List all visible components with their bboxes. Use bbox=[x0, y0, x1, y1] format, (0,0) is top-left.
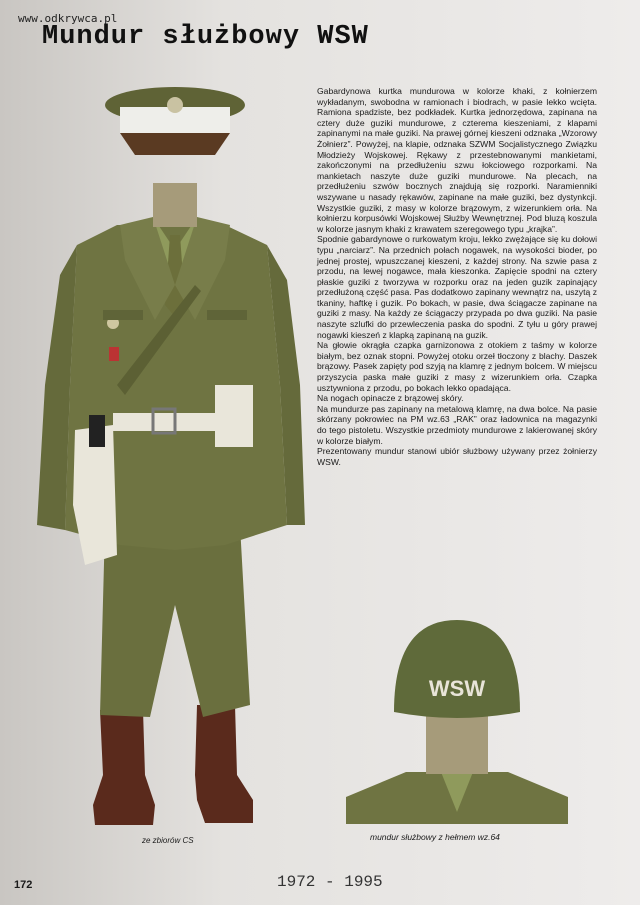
paragraph-cap: Na głowie okrągła czapka garnizonowa z otokiem z taśmy w kolorze białym, bez oznak stopni. Powyżej otoku orzeł tłoczony z blachy. Daszek brązowy. Pasek zapięty pod szyją na klamrę z jednym bolcem. W miejscu przyszycia paska małe guziki z masy z wizerunkiem orła. Czapka usztywniona z przodu, po bokach lekko opadająca. bbox=[317, 340, 597, 393]
paragraph-summary: Prezentowany mundur stanowi ubiór służbowy używany przez żołnierzy WSW. bbox=[317, 446, 597, 467]
page-title: Mundur służbowy WSW bbox=[42, 22, 369, 52]
helmet-lettering: WSW bbox=[428, 676, 486, 701]
paragraph-trousers: Spodnie gabardynowe o rurkowatym kroju, lekko zwężające się ku dołowi typu „narciarz”. Na przednich połach nogawek, na wysokości bioder, po jednej prostej, wpuszczanej kieszeni, z każdej strony. Na szwie pasa z przodu, na lewej nogawce, mała kieszonka. Zapięcie spodni na cztery płaskie guziki z tworzywa w rozporku oraz na jeden guzik zapinający przedłużoną część pasa. Pas dodatkowo zapinany wewnątrz na, uszytą z tkaniny, haftkę i guzik. Po bokach, w pasie, dwa ściągacze zapinane na guziki z masy. Na każdy ze ściągaczy przypada po dwa guziki. Na pasie naszyte szlufki do przewleczenia paska do spodni. Z tyłu u góry prawej nogawki kieszeń z klapką zapinaną na guzik. bbox=[317, 234, 597, 340]
article-body bbox=[317, 86, 597, 467]
main-photo-caption: ze zbiorów CS bbox=[142, 836, 194, 845]
paragraph-jacket: Gabardynowa kurtka mundurowa w kolorze khaki, z kołnierzem wykładanym, swobodna w ramionach i biodrach, w pasie lekko wcięta. Ramiona spadziste, bez podkładek. Kurtka jednorzędowa, zapinana na cztery duże guziki mundurowe, z czterema kieszeniami, z klapami zapinanymi na małe guziki. Na prawej górnej kieszeni odznaka „Wzorowy Żołnierz”. Powyżej, na klapie, odznaka SZWM Socjalistycznego Związku Młodzieży Wojskowej. Rękawy z przestebnowanymi mankietami, zakończonymi na przedłużeniu szwu łokciowego rozporkami. Na mankietach naszyte duże guziki mundurowe. Na plecach, na przedłużeniu szwów bocznych znajdują się rozporki. Naramienniki wszywane u nasady rękawów, zapinane na małe guziki, bez dystynkcji. Wszystkie guziki, z masy w kolorze brązowym, z wizerunkiem orła. Na kołnierzu korpusówki Wojskowej Służby Wewnętrznej. Pod bluzą koszula w kolorze jasnym khaki z krawatem szeregowego typu „krajka”. bbox=[317, 86, 597, 234]
uniform-photo bbox=[25, 85, 315, 845]
helmet-photo bbox=[346, 612, 568, 824]
helmet-photo-caption: mundur służbowy z hełmem wz.64 bbox=[370, 832, 500, 842]
paragraph-boots: Na nogach opinacze z brązowej skóry. bbox=[317, 393, 464, 404]
paragraph-belt: Na mundurze pas zapinany na metalową klamrę, na dwa bolce. Na pasie skórzany pokrowiec na PM wz.63 „RAK” oraz ładownica na magazynki do tego pistoletu. Wszystkie przedmioty mundurowe z lakierowanej skóry w kolorze białym. bbox=[317, 403, 597, 446]
site-watermark: www.odkrywca.pl bbox=[18, 12, 118, 25]
page-number: 172 bbox=[14, 879, 33, 891]
years-range: 1972 - 1995 bbox=[277, 873, 383, 891]
